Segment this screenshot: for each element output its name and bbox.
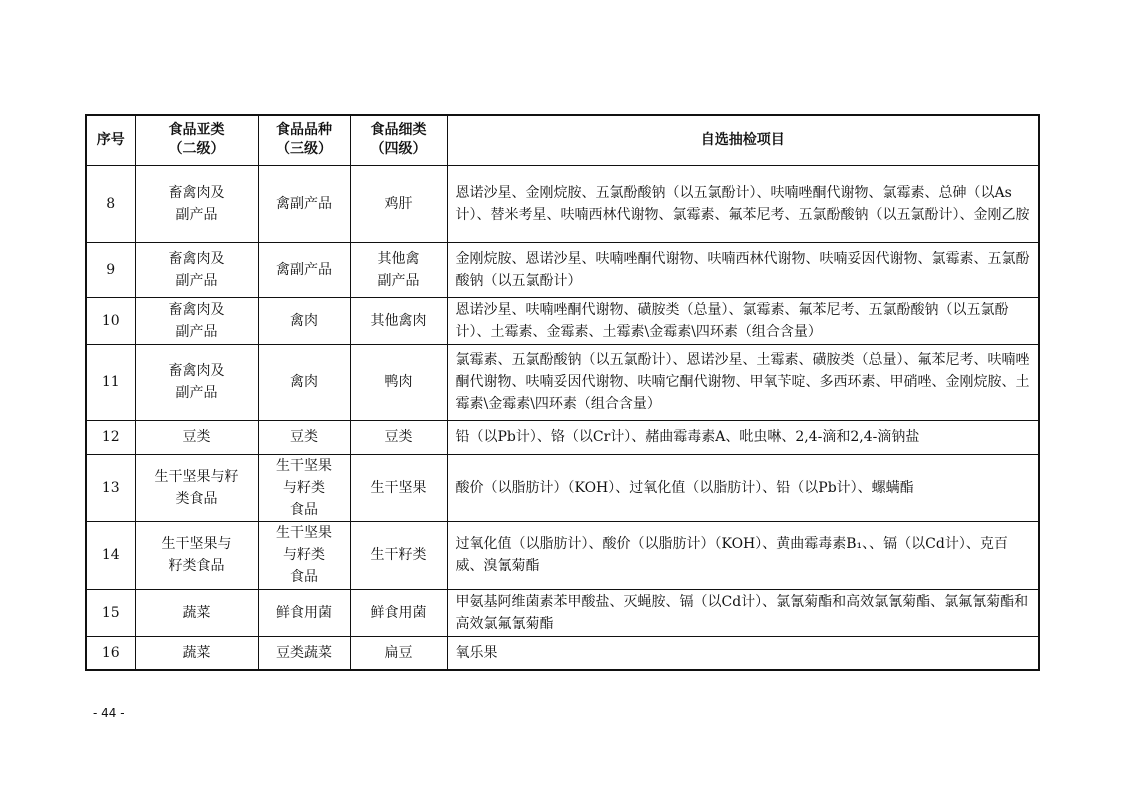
food-detail-category-cell: 扁豆 [350, 636, 447, 670]
food-subcategory-cell: 畜禽肉及 副产品 [135, 242, 258, 297]
serial-number-cell: 8 [86, 165, 135, 242]
table-row [86, 344, 1039, 420]
food-variety-cell: 生干坚果 与籽类 食品 [258, 454, 350, 521]
inspection-items-cell: 甲氨基阿维菌素苯甲酸盐、灭蝇胺、镉（以Cd计）、氯氰菊酯和高效氯氰菊酯、氯氟氰菊酯和高效氯氟氰菊酯 [447, 589, 1039, 636]
food-variety-cell: 禽副产品 [258, 165, 350, 242]
food-subcategory-cell: 畜禽肉及 副产品 [135, 297, 258, 344]
table-row [86, 165, 1039, 242]
inspection-items-cell: 过氧化值（以脂肪计）、酸价（以脂肪计）（KOH）、黄曲霉毒素B₁、、镉（以Cd计）、克百威、溴氰菊酯 [447, 521, 1039, 589]
table-row [86, 242, 1039, 297]
serial-number-cell: 16 [86, 636, 135, 670]
inspection-items-cell: 恩诺沙星、金刚烷胺、五氯酚酸钠（以五氯酚计）、呋喃唑酮代谢物、氯霉素、总砷（以As计）、替米考星、呋喃西林代谢物、氯霉素、氟苯尼考、五氯酚酸钠（以五氯酚计）、金刚乙胺 [447, 165, 1039, 242]
table-header-row [86, 115, 1039, 165]
food-detail-category-cell: 鲜食用菌 [350, 589, 447, 636]
food-subcategory-cell: 畜禽肉及 副产品 [135, 344, 258, 420]
serial-number-cell: 15 [86, 589, 135, 636]
food-subcategory-cell: 蔬菜 [135, 589, 258, 636]
table-row [86, 521, 1039, 589]
food-variety-cell: 禽肉 [258, 297, 350, 344]
table-row [86, 589, 1039, 636]
food-variety-cell: 禽副产品 [258, 242, 350, 297]
food-subcategory-cell: 蔬菜 [135, 636, 258, 670]
food-detail-category-cell: 生干坚果 [350, 454, 447, 521]
food-subcategory-cell: 生干坚果与籽 类食品 [135, 454, 258, 521]
inspection-items-cell: 铅（以Pb计）、铬（以Cr计）、赭曲霉毒素A、吡虫啉、2,4-滴和2,4-滴钠盐 [447, 420, 1039, 454]
table-row [86, 297, 1039, 344]
header-food-detail-category: 食品细类 （四级） [350, 115, 447, 165]
food-variety-cell: 豆类 [258, 420, 350, 454]
food-detail-category-cell: 鸭肉 [350, 344, 447, 420]
inspection-items-table [85, 114, 1040, 671]
table-body [86, 165, 1039, 670]
header-serial-number: 序号 [86, 115, 135, 165]
inspection-items-cell: 氯霉素、五氯酚酸钠（以五氯酚计）、恩诺沙星、土霉素、磺胺类（总量）、氟苯尼考、呋喃唑酮代谢物、呋喃妥因代谢物、呋喃它酮代谢物、甲氧苄啶、多西环素、甲硝唑、金刚烷胺、土霉素\金霉素\四环素（组合含量） [447, 344, 1039, 420]
header-inspection-items: 自选抽检项目 [447, 115, 1039, 165]
table-row [86, 636, 1039, 670]
inspection-items-cell: 氧乐果 [447, 636, 1039, 670]
header-food-variety: 食品品种 （三级） [258, 115, 350, 165]
food-subcategory-cell: 生干坚果与 籽类食品 [135, 521, 258, 589]
inspection-items-cell: 酸价（以脂肪计）（KOH）、过氧化值（以脂肪计）、铅（以Pb计）、螺螨酯 [447, 454, 1039, 521]
inspection-items-cell: 金刚烷胺、恩诺沙星、呋喃唑酮代谢物、呋喃西林代谢物、呋喃妥因代谢物、氯霉素、五氯酚酸钠（以五氯酚计） [447, 242, 1039, 297]
inspection-items-cell: 恩诺沙星、呋喃唑酮代谢物、磺胺类（总量）、氯霉素、氟苯尼考、五氯酚酸钠（以五氯酚计）、土霉素、金霉素、土霉素\金霉素\四环素（组合含量） [447, 297, 1039, 344]
food-detail-category-cell: 其他禽肉 [350, 297, 447, 344]
page-number: - 44 - [93, 706, 125, 720]
food-detail-category-cell: 鸡肝 [350, 165, 447, 242]
food-subcategory-cell: 豆类 [135, 420, 258, 454]
food-detail-category-cell: 其他禽 副产品 [350, 242, 447, 297]
table-row [86, 454, 1039, 521]
serial-number-cell: 13 [86, 454, 135, 521]
serial-number-cell: 10 [86, 297, 135, 344]
food-subcategory-cell: 畜禽肉及 副产品 [135, 165, 258, 242]
serial-number-cell: 14 [86, 521, 135, 589]
food-variety-cell: 生干坚果 与籽类 食品 [258, 521, 350, 589]
food-detail-category-cell: 生干籽类 [350, 521, 447, 589]
food-detail-category-cell: 豆类 [350, 420, 447, 454]
serial-number-cell: 9 [86, 242, 135, 297]
table-row [86, 420, 1039, 454]
serial-number-cell: 12 [86, 420, 135, 454]
food-variety-cell: 鲜食用菌 [258, 589, 350, 636]
food-variety-cell: 禽肉 [258, 344, 350, 420]
header-food-subcategory: 食品亚类 （二级） [135, 115, 258, 165]
food-variety-cell: 豆类蔬菜 [258, 636, 350, 670]
serial-number-cell: 11 [86, 344, 135, 420]
